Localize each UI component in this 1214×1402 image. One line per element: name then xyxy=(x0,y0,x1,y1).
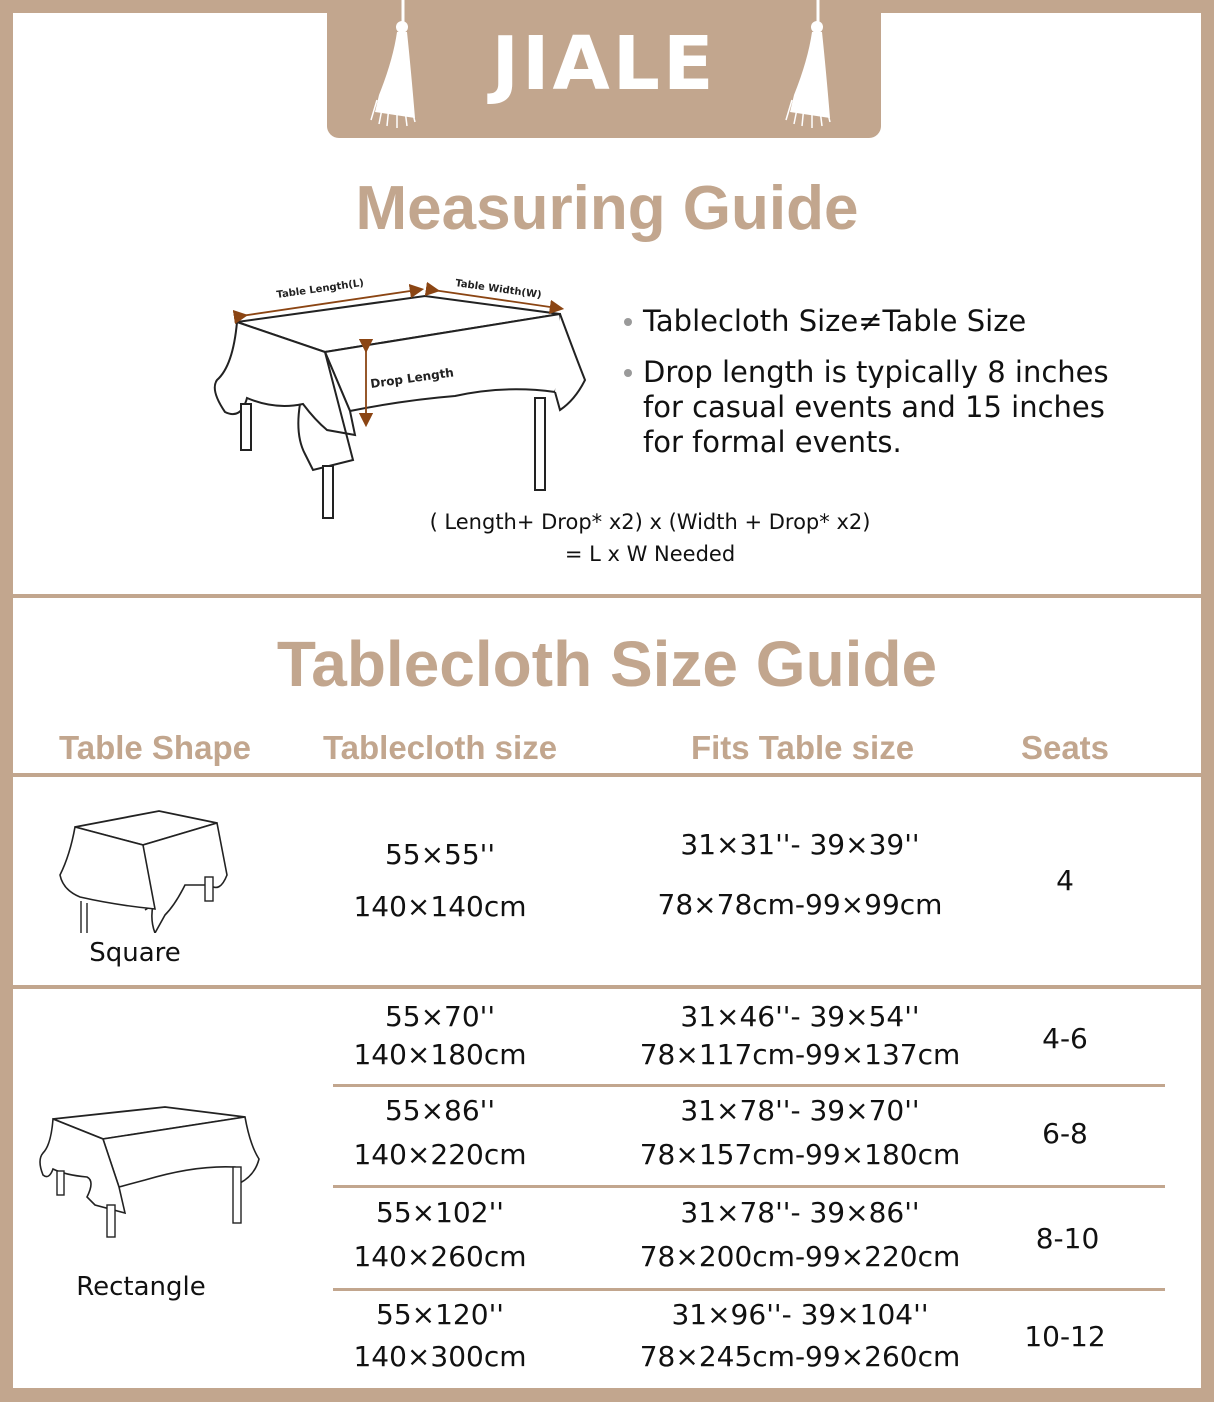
tip-text: Drop length is typically 8 inches for casual events and 15 inches for formal events. xyxy=(643,355,1109,459)
fits-cm-square: 78×78cm-99×99cm xyxy=(657,888,943,921)
fits-cm-rect-3: 78×200cm-99×220cm xyxy=(639,1240,961,1273)
bullet-icon xyxy=(624,369,632,377)
seats-rect-4: 10-12 xyxy=(1024,1320,1106,1353)
brand-name: JIALE xyxy=(491,21,717,107)
fits-cm-rect-2: 78×157cm-99×180cm xyxy=(639,1138,961,1171)
size-in-square: 55×55'' xyxy=(384,838,496,871)
rectangle-table-icon xyxy=(35,1105,270,1250)
fits-cm-rect-4: 78×245cm-99×260cm xyxy=(639,1340,961,1373)
table-measurement-diagram xyxy=(205,270,595,530)
size-cm-rect-2: 140×220cm xyxy=(353,1138,527,1171)
bullet-icon xyxy=(624,318,632,326)
row-divider xyxy=(333,1084,1165,1087)
size-cm-rect-3: 140×260cm xyxy=(353,1240,527,1273)
size-guide-panel xyxy=(13,598,1201,1388)
tip-item xyxy=(622,304,1162,339)
shape-label-rectangle: Rectangle xyxy=(76,1272,206,1302)
column-header-seats: Seats xyxy=(1020,729,1110,766)
column-header-fits-table: Fits Table size xyxy=(690,729,915,766)
size-formula xyxy=(330,506,970,570)
drop-length-label: Drop Length xyxy=(369,365,455,391)
fits-in-rect-1: 31×46''- 39×54'' xyxy=(680,1000,920,1033)
shape-label-square: Square xyxy=(89,938,181,968)
square-table-icon xyxy=(55,805,235,933)
fits-in-rect-4: 31×96''- 39×104'' xyxy=(671,1298,929,1331)
size-cm-square: 140×140cm xyxy=(353,890,527,923)
fits-in-rect-2: 31×78''- 39×70'' xyxy=(680,1094,920,1127)
size-in-rect-4: 55×120'' xyxy=(376,1298,504,1331)
row-divider xyxy=(333,1185,1165,1188)
formula-result: = L x W Needed xyxy=(564,542,736,566)
seats-rect-3: 8-10 xyxy=(1035,1222,1100,1255)
brand-header xyxy=(327,0,881,138)
size-guide-title: Tablecloth Size Guide xyxy=(276,628,938,700)
seats-rect-1: 4-6 xyxy=(1042,1022,1088,1055)
fits-cm-rect-1: 78×117cm-99×137cm xyxy=(639,1038,961,1071)
measuring-guide-title: Measuring Guide xyxy=(355,174,859,243)
formula-line: ( Length+ Drop* x2) x (Width + Drop* x2) xyxy=(429,510,871,534)
column-header-shape: Table Shape xyxy=(59,729,251,766)
size-in-rect-2: 55×86'' xyxy=(384,1094,496,1127)
group-divider xyxy=(13,985,1201,989)
seats-square: 4 xyxy=(1056,864,1074,897)
size-cm-rect-4: 140×300cm xyxy=(353,1340,527,1373)
table-width-label: Table Width(W) xyxy=(454,278,543,302)
size-cm-rect-1: 140×180cm xyxy=(353,1038,527,1071)
size-in-rect-1: 55×70'' xyxy=(384,1000,496,1033)
size-in-rect-3: 55×102'' xyxy=(376,1196,504,1229)
fits-in-square: 31×31''- 39×39'' xyxy=(680,828,920,861)
header-divider xyxy=(13,773,1201,777)
measuring-tips xyxy=(622,304,1162,476)
tip-text: Tablecloth Size≠Table Size xyxy=(643,304,1027,338)
tassel-icon xyxy=(782,0,842,130)
row-divider xyxy=(333,1288,1165,1291)
seats-rect-2: 6-8 xyxy=(1042,1117,1088,1150)
fits-in-rect-3: 31×78''- 39×86'' xyxy=(680,1196,920,1229)
tip-item xyxy=(622,355,1143,460)
table-length-label: Table Length(L) xyxy=(275,277,365,301)
column-header-tablecloth-size: Tablecloth size xyxy=(322,729,558,766)
